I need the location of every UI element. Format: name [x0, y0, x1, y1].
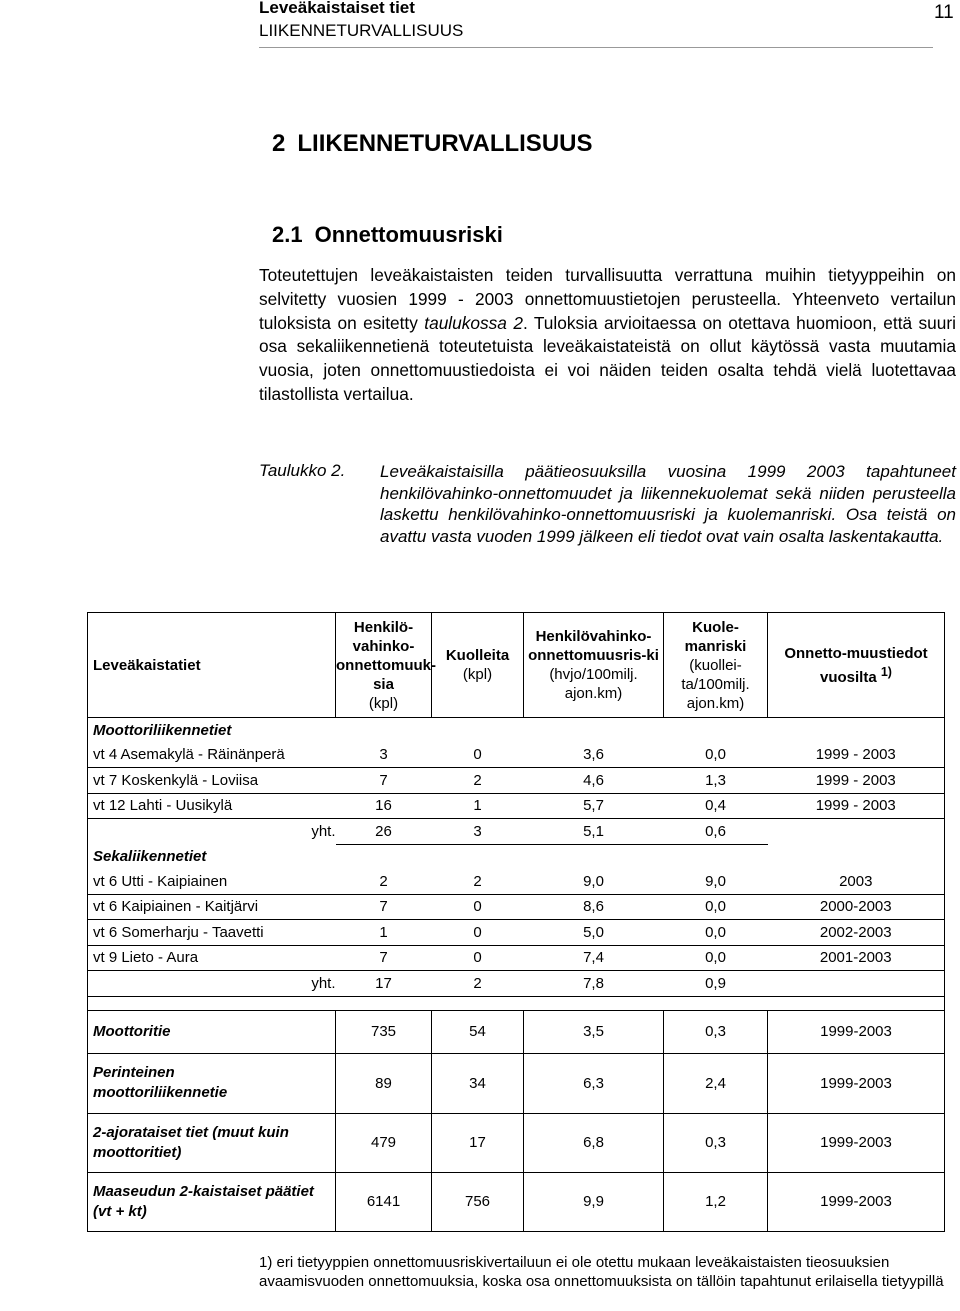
- cell-risk: 5,7: [524, 793, 664, 819]
- col-header-death-risk: [664, 613, 768, 718]
- cell-death-risk: 0,3: [664, 1010, 768, 1053]
- cell-deaths: 0: [432, 945, 524, 971]
- cell-accidents: 16: [336, 793, 432, 819]
- cell-deaths: 2: [432, 768, 524, 794]
- cell-deaths: 756: [432, 1172, 524, 1231]
- cell-deaths: 3: [432, 819, 524, 845]
- cell-years: 2001-2003: [768, 945, 945, 971]
- cell-risk: 7,4: [524, 945, 664, 971]
- cell-road: vt 6 Utti - Kaipiainen: [88, 869, 336, 894]
- cell-accidents: 1: [336, 920, 432, 946]
- cell-years: 2000-2003: [768, 894, 945, 920]
- col-header-years: [768, 613, 945, 718]
- table-row: [88, 945, 945, 971]
- table-row: [88, 743, 945, 768]
- header-divider: [259, 47, 933, 48]
- col-header-years-label: Onnetto-muustiedot vuosilta: [784, 644, 928, 686]
- table-row: [88, 793, 945, 819]
- table-caption-label: Taulukko 2.: [259, 461, 346, 480]
- cell-accidents: 7: [336, 768, 432, 794]
- table-row: [88, 869, 945, 894]
- table-row: [88, 1010, 945, 1053]
- section-title-motorway: Moottoriliikennetiet: [88, 718, 432, 743]
- cell-accidents: 7: [336, 894, 432, 920]
- col-header-years-footnote-mark: 1): [880, 664, 892, 679]
- cell-death-risk: 0,0: [664, 920, 768, 946]
- cell-accidents: 735: [336, 1010, 432, 1053]
- cell-deaths: 0: [432, 894, 524, 920]
- paragraph-text-1: Toteutettujen leveäkaistaisten teiden turvallisuutta verrattuna muihin tietyyppeihin on selvitetty vuosien 1999 - 2003 onnettomuustietojen perusteella. Yhteenveto vertailun tuloksista on esitetty: [259, 265, 956, 333]
- col-header-accidents-unit: (kpl): [368, 694, 399, 712]
- cell-road: 2-ajorataiset tiet (muut kuin moottoritiet): [88, 1113, 336, 1172]
- cell-accidents: 7: [336, 945, 432, 971]
- section-row-motorway: [88, 718, 945, 743]
- cell-accidents: 17: [336, 971, 432, 997]
- cell-death-risk: 0,0: [664, 743, 768, 768]
- cell-total-label: yht.: [88, 819, 336, 845]
- cell-deaths: 1: [432, 793, 524, 819]
- cell-death-risk: 1,2: [664, 1172, 768, 1231]
- chapter-title: LIIKENNETURVALLISUUS: [297, 130, 593, 157]
- cell-years: 1999-2003: [768, 1010, 945, 1053]
- table-row: [88, 894, 945, 920]
- cell-road: Moottoritie: [88, 1010, 336, 1053]
- cell-deaths: 0: [432, 920, 524, 946]
- col-header-risk-label: Henkilövahinko-onnettomuusris-ki: [528, 628, 659, 664]
- cell-accidents: 479: [336, 1113, 432, 1172]
- cell-road: Perinteinen moottoriliikennetie: [88, 1053, 336, 1113]
- col-header-risk: [524, 613, 664, 718]
- cell-road: vt 6 Somerharju - Taavetti: [88, 920, 336, 946]
- cell-death-risk: 0,6: [664, 819, 768, 845]
- cell-death-risk: 0,4: [664, 793, 768, 819]
- cell-risk: 5,1: [524, 819, 664, 845]
- cell-death-risk: 2,4: [664, 1053, 768, 1113]
- cell-deaths: 17: [432, 1113, 524, 1172]
- col-header-risk-unit: (hvjo/100milj. ajon.km): [549, 666, 638, 702]
- cell-risk: 6,8: [524, 1113, 664, 1172]
- cell-years: 1999 - 2003: [768, 743, 945, 768]
- table-row: [88, 1053, 945, 1113]
- cell-years: 2003: [768, 869, 945, 894]
- cell-accidents: 3: [336, 743, 432, 768]
- col-header-death-risk-unit: (kuollei-ta/100milj. ajon.km): [681, 656, 750, 712]
- cell-risk: 7,8: [524, 971, 664, 997]
- cell-deaths: 34: [432, 1053, 524, 1113]
- cell-risk: 3,5: [524, 1010, 664, 1053]
- cell-deaths: 2: [432, 971, 524, 997]
- section-title-mixed: Sekaliikennetiet: [88, 844, 432, 869]
- cell-risk: 8,6: [524, 894, 664, 920]
- col-header-accidents: [336, 613, 436, 718]
- cell-years: 1999-2003: [768, 1172, 945, 1231]
- cell-road: vt 4 Asemakylä - Räinänperä: [88, 743, 336, 768]
- table-row: [88, 1172, 945, 1231]
- footnote: 1) eri tietyyppien onnettomuusriskivertailuun ei ole otettu mukaan leveäkaistaisten tieosuuksien avaamisvuoden onnettomuuksia, koska osa onnettomuuksista on tällöin tapahtunut erilaisella tietyypillä: [259, 1254, 944, 1290]
- table-header-row: [88, 613, 945, 718]
- cell-deaths: 2: [432, 869, 524, 894]
- chapter-heading: [272, 130, 592, 158]
- col-header-deaths: [432, 613, 524, 718]
- table-total-row: [88, 971, 945, 997]
- table-caption-text: Leveäkaistaisilla päätieosuuksilla vuosina 1999 2003 tapahtuneet henkilövahinko-onnettomuudet ja liikennekuolemat sekä niiden perusteella laskettu henkilövahinko-onnettomuusriski ja kuolemanriski. Osa teistä on avattu vasta vuoden 1999 jälkeen eli tiedot ovat vain osalta laskentakautta.: [380, 462, 956, 546]
- table-row: [88, 768, 945, 794]
- cell-risk: 9,9: [524, 1172, 664, 1231]
- cell-total-label: yht.: [88, 971, 336, 997]
- cell-death-risk: 0,9: [664, 971, 768, 997]
- cell-years: 1999-2003: [768, 1053, 945, 1113]
- cell-risk: 5,0: [524, 920, 664, 946]
- cell-deaths: 54: [432, 1010, 524, 1053]
- cell-road: vt 9 Lieto - Aura: [88, 945, 336, 971]
- cell-death-risk: 0,0: [664, 945, 768, 971]
- cell-road: vt 6 Kaipiainen - Kaitjärvi: [88, 894, 336, 920]
- section-number: 2.1: [272, 222, 303, 247]
- table-total-row: [88, 819, 945, 845]
- cell-road: vt 12 Lahti - Uusikylä: [88, 793, 336, 819]
- header-subtitle: LIIKENNETURVALLISUUS: [259, 21, 464, 40]
- cell-death-risk: 9,0: [664, 869, 768, 894]
- cell-road: vt 7 Koskenkylä - Loviisa: [88, 768, 336, 794]
- col-header-death-risk-label: Kuole-manriski: [684, 618, 747, 655]
- section-title: Onnettomuusriski: [314, 222, 503, 247]
- cell-risk: 4,6: [524, 768, 664, 794]
- cell-risk: 3,6: [524, 743, 664, 768]
- cell-death-risk: 0,0: [664, 894, 768, 920]
- table-row: [88, 920, 945, 946]
- cell-accidents: 89: [336, 1053, 432, 1113]
- page-number: 11: [934, 2, 954, 23]
- cell-accidents: 2: [336, 869, 432, 894]
- cell-death-risk: 0,3: [664, 1113, 768, 1172]
- col-header-deaths-label: Kuolleita: [445, 647, 510, 664]
- table-spacer-row: [88, 996, 945, 1010]
- cell-risk: 9,0: [524, 869, 664, 894]
- cell-years: 1999-2003: [768, 1113, 945, 1172]
- table-reference: taulukossa 2: [424, 312, 523, 333]
- cell-years: 1999 - 2003: [768, 793, 945, 819]
- cell-death-risk: 1,3: [664, 768, 768, 794]
- chapter-number: 2: [272, 130, 286, 157]
- table-row: [88, 1113, 945, 1172]
- cell-years: 2002-2003: [768, 920, 945, 946]
- cell-risk: 6,3: [524, 1053, 664, 1113]
- section-heading: [272, 222, 503, 248]
- paragraph-text-2: . Tuloksia arvioitaessa on otettava huomioon, että suuri osa sekaliikennetienä toteutetuista leveäkaistateistä on ollut käytössä vasta muutamia vuosia, joten onnettomuustiedoista ei voi näiden teiden osalta tehdä vielä luotettavaa tilastollista vertailua.: [259, 312, 956, 404]
- cell-deaths: 0: [432, 743, 524, 768]
- cell-accidents: 6141: [336, 1172, 432, 1231]
- col-header-road: Leveäkaistatiet: [88, 613, 336, 718]
- body-paragraph: [259, 264, 956, 407]
- cell-road: Maaseudun 2-kaistaiset päätiet (vt + kt): [88, 1172, 336, 1231]
- col-header-accidents-label: Henkilö-vahinko-onnettomuuk-sia: [336, 618, 436, 693]
- accident-risk-table: [87, 612, 945, 1232]
- section-row-mixed: [88, 844, 945, 869]
- cell-accidents: 26: [336, 819, 432, 845]
- col-header-deaths-unit: (kpl): [462, 666, 493, 683]
- cell-years: 1999 - 2003: [768, 768, 945, 794]
- header-title: Leveäkaistaiset tiet: [259, 0, 415, 17]
